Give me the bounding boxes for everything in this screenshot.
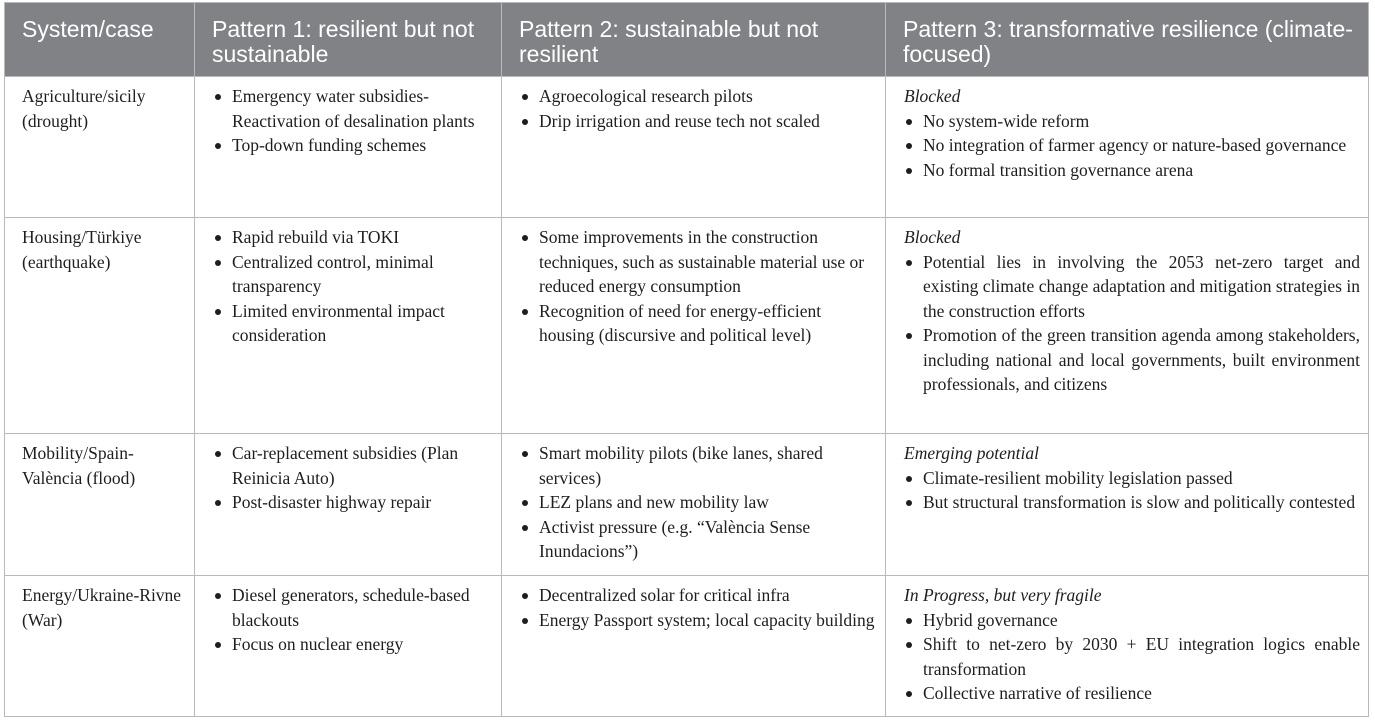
table-row xyxy=(5,576,1369,717)
case-cell xyxy=(5,434,195,576)
bullet-list xyxy=(520,225,877,348)
list-item: Top-down funding schemes xyxy=(213,133,493,158)
pattern-3-cell xyxy=(886,576,1369,717)
bullet-list xyxy=(213,441,493,515)
list-item: Collective narrative of resilience xyxy=(904,681,1360,706)
list-item: No system-wide reform xyxy=(904,109,1360,134)
pattern-2-cell xyxy=(502,77,886,218)
bullet-list xyxy=(213,225,493,348)
bullet-list xyxy=(213,84,493,158)
case-label: Housing/Türkiye (earthquake) xyxy=(22,227,142,272)
list-item: Smart mobility pilots (bike lanes, shared services) xyxy=(520,441,877,490)
list-item: LEZ plans and new mobility law xyxy=(520,490,877,515)
bullet-list xyxy=(904,109,1360,183)
status-label: Blocked xyxy=(904,86,961,106)
case-cell xyxy=(5,77,195,218)
list-item: No integration of farmer agency or nature-based governance xyxy=(904,133,1360,158)
list-item: Rapid rebuild via TOKI xyxy=(213,225,493,250)
list-item: Post-disaster highway repair xyxy=(213,490,493,515)
case-label: Energy/Ukraine-Rivne (War) xyxy=(22,585,182,630)
pattern-1-cell xyxy=(195,434,502,576)
header-pattern-2: Pattern 2: sustainable but not resilient xyxy=(502,3,886,77)
status-label: In Progress, but very fragile xyxy=(904,585,1102,605)
status-label: Blocked xyxy=(904,227,961,247)
list-item: Recognition of need for energy-efficient housing (discursive and political level) xyxy=(520,299,877,348)
pattern-2-cell xyxy=(502,576,886,717)
list-item: Shift to net-zero by 2030 + EU integration logics enable transformation xyxy=(904,632,1360,681)
pattern-1-cell xyxy=(195,77,502,218)
list-item: But structural transformation is slow and politically contested xyxy=(904,490,1360,515)
list-item: Agroecological research pilots xyxy=(520,84,877,109)
list-item: Hybrid governance xyxy=(904,608,1360,633)
case-label: Mobility/Spain-València (flood) xyxy=(22,443,136,488)
list-item: Limited environmental impact consideration xyxy=(213,299,493,348)
table-row xyxy=(5,218,1369,434)
pattern-1-cell xyxy=(195,218,502,434)
list-item: Emergency water subsidies-Reactivation of desalination plants xyxy=(213,84,493,133)
case-cell xyxy=(5,218,195,434)
bullet-list xyxy=(520,84,877,133)
table-row xyxy=(5,434,1369,576)
bullet-list xyxy=(213,583,493,657)
list-item: No formal transition governance arena xyxy=(904,158,1360,183)
case-cell xyxy=(5,576,195,717)
list-item: Drip irrigation and reuse tech not scaled xyxy=(520,109,877,134)
list-item: Potential lies in involving the 2053 net-zero target and existing climate change adaptation and mitigation strategies in the construction efforts xyxy=(904,250,1360,324)
pattern-3-cell xyxy=(886,77,1369,218)
pattern-3-cell xyxy=(886,434,1369,576)
list-item: Car-replacement subsidies (Plan Reinicia Auto) xyxy=(213,441,493,490)
header-system-case: System/case xyxy=(5,3,195,77)
comparison-table xyxy=(4,2,1369,717)
list-item: Focus on nuclear energy xyxy=(213,632,493,657)
list-item: Promotion of the green transition agenda among stakeholders, including national and local governments, built environment professionals, and citizens xyxy=(904,323,1360,397)
list-item: Some improvements in the construction techniques, such as sustainable material use or reduced energy consumption xyxy=(520,225,877,299)
bullet-list xyxy=(904,466,1360,515)
table-row xyxy=(5,77,1369,218)
bullet-list xyxy=(904,250,1360,397)
list-item: Energy Passport system; local capacity building xyxy=(520,608,877,633)
bullet-list xyxy=(520,583,877,632)
case-label: Agriculture/sicily (drought) xyxy=(22,86,146,131)
header-pattern-1: Pattern 1: resilient but not sustainable xyxy=(195,3,502,77)
header-row xyxy=(5,3,1369,77)
list-item: Centralized control, minimal transparency xyxy=(213,250,493,299)
bullet-list xyxy=(904,608,1360,706)
pattern-1-cell xyxy=(195,576,502,717)
list-item: Activist pressure (e.g. “València Sense Inundacions”) xyxy=(520,515,877,564)
list-item: Climate-resilient mobility legislation passed xyxy=(904,466,1360,491)
list-item: Diesel generators, schedule-based blackouts xyxy=(213,583,493,632)
header-pattern-3: Pattern 3: transformative resilience (climate-focused) xyxy=(886,3,1369,77)
list-item: Decentralized solar for critical infra xyxy=(520,583,877,608)
pattern-2-cell xyxy=(502,434,886,576)
pattern-3-cell xyxy=(886,218,1369,434)
status-label: Emerging potential xyxy=(904,443,1039,463)
pattern-2-cell xyxy=(502,218,886,434)
bullet-list xyxy=(520,441,877,564)
